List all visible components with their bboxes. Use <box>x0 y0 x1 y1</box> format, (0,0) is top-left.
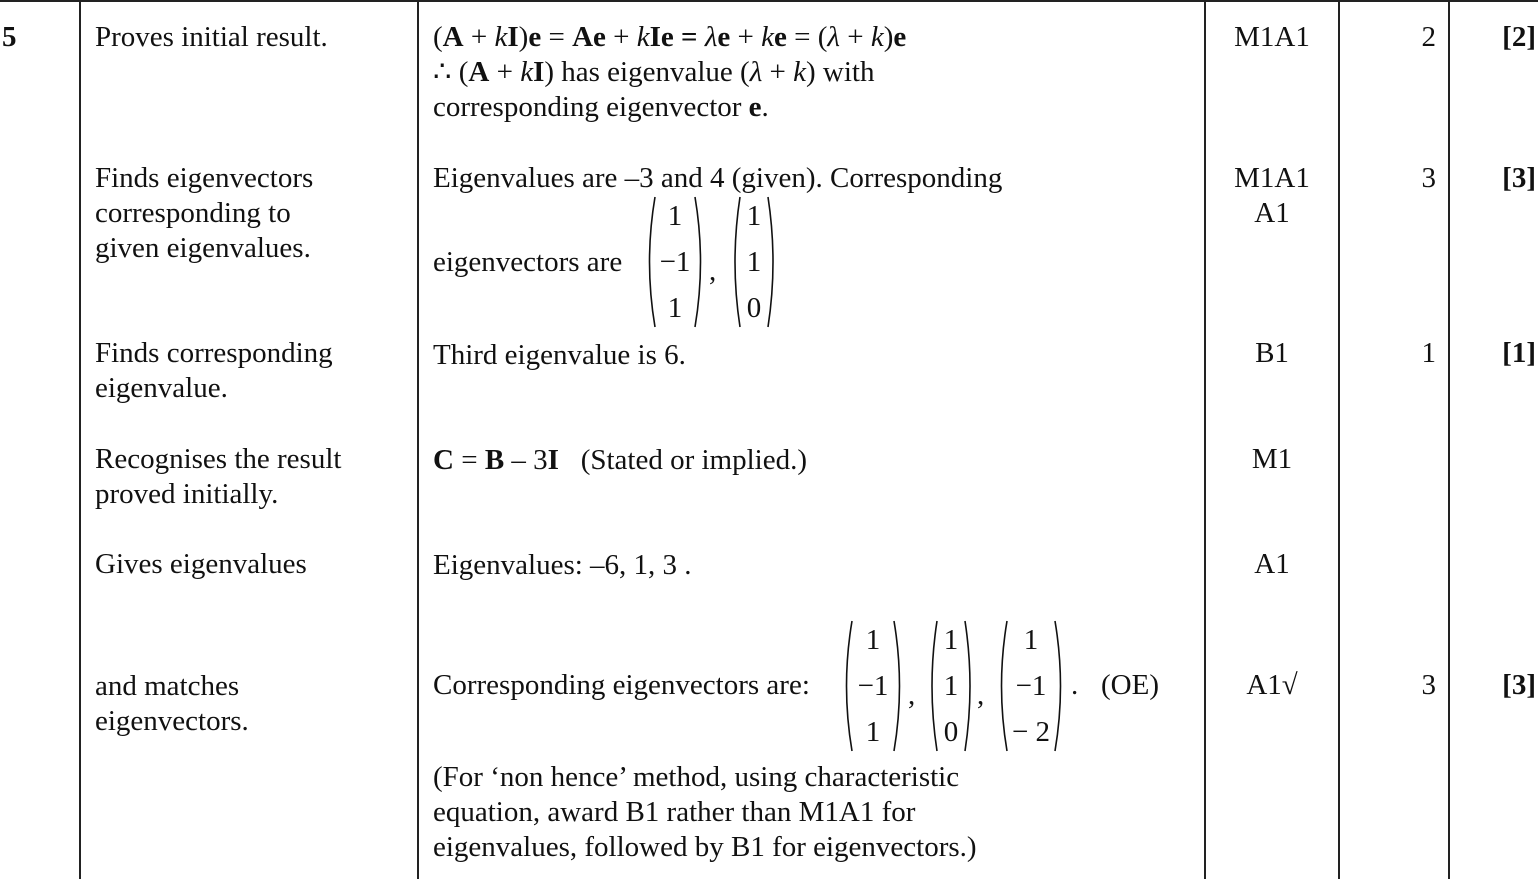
row-2-total: [3] <box>1502 162 1536 194</box>
or-equivalent-label: (OE) <box>1101 669 1159 701</box>
matrix-entry: 0 <box>943 716 959 748</box>
row-2-marks-line-1: M1A1 <box>1234 162 1310 194</box>
row-2-marks-line-2: A1 <box>1254 197 1290 229</box>
row-1-marks: M1A1 <box>1234 21 1310 53</box>
eigenvector-matrix <box>840 617 906 755</box>
matrix-entry: −1 <box>857 670 889 702</box>
vector-period: . <box>1071 669 1079 701</box>
row-4-working: C = B – 3I (Stated or implied.) <box>433 444 808 476</box>
top-border <box>0 0 1538 2</box>
row-1-working-line-2: ∴ (A + kI) has eigenvalue (λ + k) with <box>433 56 875 88</box>
matrix-entry: 1 <box>865 716 881 748</box>
row-2-working-line-2: eigenvectors are <box>433 246 623 278</box>
row-6-total: [3] <box>1502 669 1536 701</box>
column-divider <box>79 0 81 879</box>
row-4-description-line-1: Recognises the result <box>95 443 342 475</box>
matrix-entry: 1 <box>667 292 683 324</box>
matrix-entry: 1 <box>943 624 959 656</box>
row-3-total: [1] <box>1502 337 1536 369</box>
matrix-entry: 1 <box>746 200 762 232</box>
row-5-description: Gives eigenvalues <box>95 548 307 580</box>
row-5-working: Eigenvalues: –6, 1, 3 . <box>433 549 692 581</box>
question-number: 5 <box>2 21 17 53</box>
row-2-working-line-1: Eigenvalues are –3 and 4 (given). Corresponding <box>433 162 1003 194</box>
row-6-note-line-3: eigenvalues, followed by B1 for eigenvectors.) <box>433 831 977 863</box>
row-6-marks: A1√ <box>1246 669 1298 701</box>
row-1-working-line-3: corresponding eigenvector e. <box>433 91 769 123</box>
row-4-marks: M1 <box>1251 443 1293 475</box>
column-divider <box>1338 0 1340 879</box>
row-6-note-line-1: (For ‘non hence’ method, using characteristic <box>433 761 960 793</box>
row-1-description: Proves initial result. <box>95 21 328 53</box>
row-5-marks: A1 <box>1254 548 1290 580</box>
row-6-description-line-2: eigenvectors. <box>95 705 249 737</box>
matrix-entry: −1 <box>659 246 691 278</box>
row-2-description-line-2: corresponding to <box>95 197 291 229</box>
matrix-entry: 1 <box>865 624 881 656</box>
row-3-subtotal: 1 <box>1421 337 1436 369</box>
vector-separator: , <box>977 679 985 711</box>
column-divider <box>1448 0 1450 879</box>
matrix-entry: − 2 <box>1011 716 1051 748</box>
matrix-entry: 1 <box>746 246 762 278</box>
eigenvector-matrix <box>995 617 1067 755</box>
row-3-marks: B1 <box>1255 337 1289 369</box>
matrix-entry: 1 <box>943 670 959 702</box>
vector-separator: , <box>908 679 916 711</box>
row-3-description-line-2: eigenvalue. <box>95 372 228 404</box>
row-6-working-line-1: Corresponding eigenvectors are: <box>433 669 810 701</box>
row-1-subtotal: 2 <box>1421 21 1436 53</box>
column-divider <box>1204 0 1206 879</box>
row-6-description-line-1: and matches <box>95 670 240 702</box>
matrix-entry: 1 <box>1023 624 1039 656</box>
row-4-description-line-2: proved initially. <box>95 478 279 510</box>
eigenvector-matrix <box>643 193 707 331</box>
vector-separator: , <box>709 255 717 287</box>
row-3-working: Third eigenvalue is 6. <box>433 339 686 371</box>
row-1-working-line-1: (A + kI)e = Ae + kIe = λe + ke = (λ + k)e <box>433 21 907 53</box>
row-2-description-line-3: given eigenvalues. <box>95 232 311 264</box>
eigenvector-matrix <box>927 617 975 755</box>
matrix-entry: −1 <box>1015 670 1047 702</box>
row-2-description-line-1: Finds eigenvectors <box>95 162 314 194</box>
row-3-description-line-1: Finds corresponding <box>95 337 333 369</box>
row-6-note-line-2: equation, award B1 rather than M1A1 for <box>433 796 916 828</box>
matrix-entry: 0 <box>746 292 762 324</box>
eigenvector-matrix <box>730 193 778 331</box>
row-6-subtotal: 3 <box>1421 669 1436 701</box>
matrix-entry: 1 <box>667 200 683 232</box>
row-2-subtotal: 3 <box>1421 162 1436 194</box>
row-1-total: [2] <box>1502 21 1536 53</box>
column-divider <box>417 0 419 879</box>
